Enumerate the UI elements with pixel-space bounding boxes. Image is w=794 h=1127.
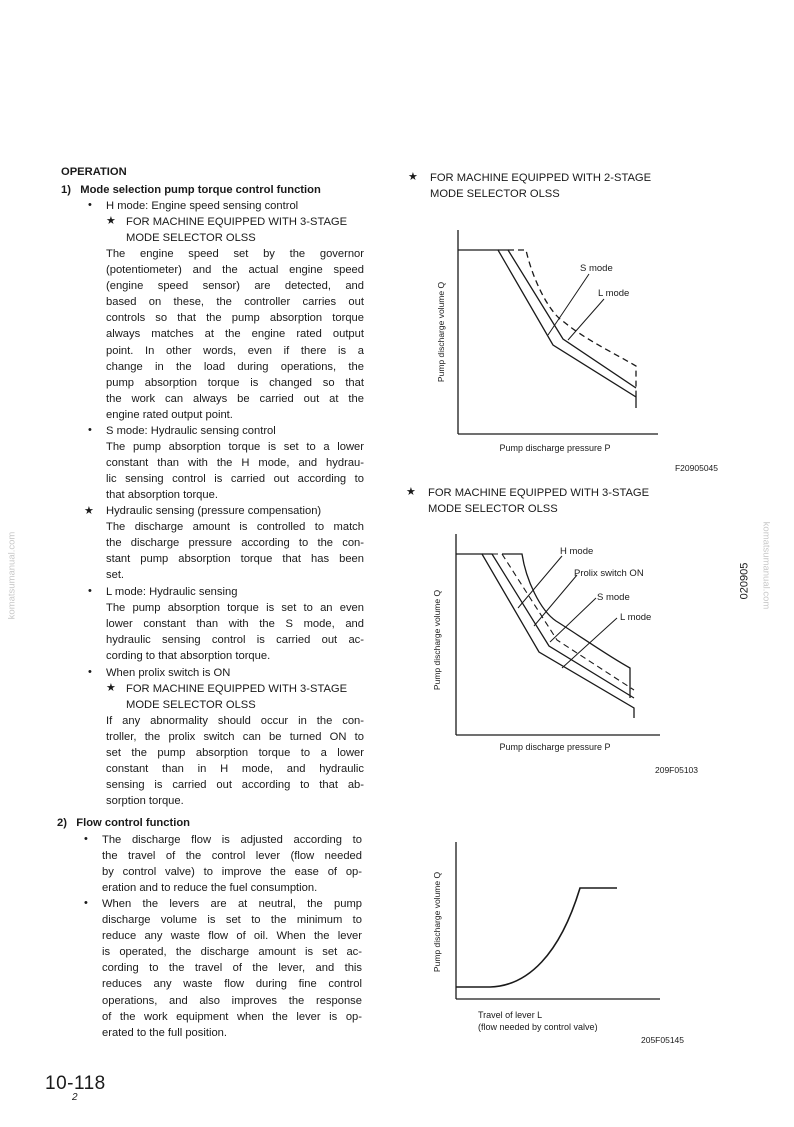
l-mode-heading: L mode: Hydraulic sensing	[106, 586, 238, 598]
star-icon: ★	[84, 505, 94, 517]
note-3stage-line1: FOR MACHINE EQUIPPED WITH 3-STAGE	[428, 487, 650, 499]
h-mode-note-line1: FOR MACHINE EQUIPPED WITH 3-STAGE	[126, 216, 348, 228]
l-mode-leader	[568, 299, 604, 340]
text-line: cording to the travel of the lever, and this	[102, 962, 362, 975]
h-mode-label: H mode	[560, 546, 594, 557]
text-line: The engine speed set by the governor	[106, 248, 364, 260]
section-1-title: 1) Mode selection pump torque control function	[61, 184, 321, 196]
text-line: constant than in H mode, and hydraulic	[106, 763, 364, 776]
text-line: sorption torque.	[106, 795, 184, 808]
figure-1-diagram	[420, 222, 720, 484]
page-number: 10-118	[45, 1073, 106, 1094]
figure-code: F20905045	[674, 463, 718, 473]
text-line: set the pump absorption torque to a lower	[106, 747, 364, 760]
prolix-heading: When prolix switch is ON	[106, 667, 231, 679]
prolix-note-line2: MODE SELECTOR OLSS	[126, 699, 256, 711]
hydraulic-sensing-heading: Hydraulic sensing (pressure compensation)	[106, 505, 322, 517]
y-axis-label: Pump discharge volume Q	[432, 871, 442, 973]
s-mode-label: S mode	[580, 263, 613, 274]
text-line: of the work equipment when the lever is op-	[102, 1010, 362, 1023]
text-line: the travel of the control lever (flow needed	[102, 850, 362, 863]
text-line: set.	[106, 569, 125, 582]
star-icon: ★	[408, 171, 418, 183]
text-line: erated to the full position.	[102, 1026, 228, 1039]
text-line: (potentiometer) and the actual engine speed	[106, 264, 364, 277]
text-line: by control valve) to improve the ease of op-	[102, 866, 362, 879]
text-line: cording to that absorption torque.	[106, 650, 271, 663]
text-line: hydraulic sensing control is carried out ac-	[106, 634, 364, 647]
y-axis-label: Pump discharge volume Q	[432, 589, 442, 691]
star-icon: ★	[106, 215, 116, 227]
watermark-left: komatsumanual.com	[6, 531, 18, 620]
text-line: point. In other words, even if there is a	[106, 344, 364, 357]
text-line: stant pump absorption torque that has been	[106, 553, 364, 566]
star-icon: ★	[406, 486, 416, 498]
prolix-note-line1: FOR MACHINE EQUIPPED WITH 3-STAGE	[126, 683, 348, 695]
s-mode-leader	[550, 598, 596, 642]
hydraulic-sensing-body	[106, 519, 364, 583]
y-axis-label: Pump discharge volume Q	[436, 281, 446, 383]
section-heading: OPERATION	[61, 166, 127, 178]
bullet-icon: •	[88, 199, 92, 211]
text-line: (engine speed sensor) are detected, and	[106, 280, 364, 293]
note-2stage-line2: MODE SELECTOR OLSS	[430, 188, 560, 200]
s-mode-leader	[548, 274, 589, 335]
flow-control-body-1	[102, 832, 362, 896]
text-line: always matches at the engine rated output	[106, 328, 364, 341]
figure-code: 209F05103	[654, 765, 698, 775]
x-axis-label: Travel of lever L	[478, 1010, 543, 1020]
text-line: operations, and also improves the response	[102, 994, 362, 1007]
h-mode-note-line2: MODE SELECTOR OLSS	[126, 232, 256, 244]
text-line: The pump absorption torque is set to a lower	[106, 441, 364, 453]
figure-2-diagram	[420, 528, 720, 778]
flow-control-body-2	[102, 896, 362, 1041]
text-line: engine rated output point.	[106, 408, 233, 421]
bullet-icon: •	[88, 666, 92, 678]
note-3stage-line2: MODE SELECTOR OLSS	[428, 503, 558, 515]
text-line: constant than with the H mode, and hydrau-	[106, 457, 364, 470]
text-line: The discharge flow is adjusted according to	[102, 834, 362, 846]
l-mode-body	[106, 600, 364, 664]
text-line: pump absorption torque is changed so that	[106, 376, 364, 389]
text-line: sensing is carried out according to that ab-	[106, 779, 364, 792]
text-line: lic sensing control is carried out according to	[106, 473, 364, 486]
section-2-title: 2) Flow control function	[57, 817, 190, 829]
text-line: reduces any waste flow during fine control	[102, 978, 362, 991]
text-line: is operated, the discharge amount is set ac-	[102, 946, 362, 959]
side-code: 020905	[738, 562, 751, 600]
figure-3-diagram	[420, 836, 720, 1048]
text-line: reduce any waste flow of oil. When the lever	[102, 930, 362, 943]
text-line: the discharge pressure according to the con-	[106, 537, 364, 550]
text-line: lower constant than with the S mode, and	[106, 618, 364, 631]
text-line: The discharge amount is controlled to match	[106, 521, 364, 533]
note-2stage-line1: FOR MACHINE EQUIPPED WITH 2-STAGE	[430, 172, 652, 184]
bullet-icon: •	[88, 424, 92, 436]
x-axis-sublabel: (flow needed by control valve)	[478, 1022, 598, 1032]
revision-mark: 2	[72, 1092, 78, 1103]
s-mode-curve	[498, 250, 636, 388]
l-mode-label: L mode	[598, 288, 630, 299]
text-line: When the levers are at neutral, the pump	[102, 898, 362, 910]
x-axis-label: Pump discharge pressure P	[499, 742, 611, 752]
figure-code: 205F05145	[640, 1035, 684, 1045]
s-mode-heading: S mode: Hydraulic sensing control	[106, 425, 276, 437]
text-line: based on these, the controller carries out	[106, 296, 364, 309]
text-line: change in the load during operations, the	[106, 360, 364, 373]
text-line: The pump absorption torque is set to an even	[106, 602, 364, 614]
text-line: that absorption torque.	[106, 489, 218, 502]
x-axis-label: Pump discharge pressure P	[499, 443, 611, 453]
star-icon: ★	[106, 682, 116, 694]
prolix-leader	[534, 575, 577, 626]
text-line: controls so that the pump absorption torque	[106, 312, 364, 325]
bullet-icon: •	[84, 833, 88, 845]
watermark-right: komatsumanual.com	[760, 521, 772, 610]
text-line: discharge volume is set to the minimum to	[102, 914, 362, 927]
bullet-icon: •	[84, 897, 88, 909]
flow-curve	[456, 888, 617, 987]
prolix-label: Prolix switch ON	[574, 568, 644, 579]
text-line: eration and to reduce the fuel consumption.	[102, 882, 318, 895]
bullet-icon: •	[88, 585, 92, 597]
s-mode-body	[106, 439, 364, 503]
h-mode-heading: H mode: Engine speed sensing control	[106, 200, 299, 212]
text-line: the work can always be carried out at the	[106, 392, 364, 405]
l-mode-label: L mode	[620, 612, 652, 623]
prolix-body	[106, 713, 364, 810]
s-mode-label: S mode	[597, 592, 630, 603]
text-line: If any abnormality should occur in the con-	[106, 715, 364, 727]
h-mode-body	[106, 246, 364, 423]
text-line: troller, the prolix switch can be turned ON to	[106, 731, 364, 744]
